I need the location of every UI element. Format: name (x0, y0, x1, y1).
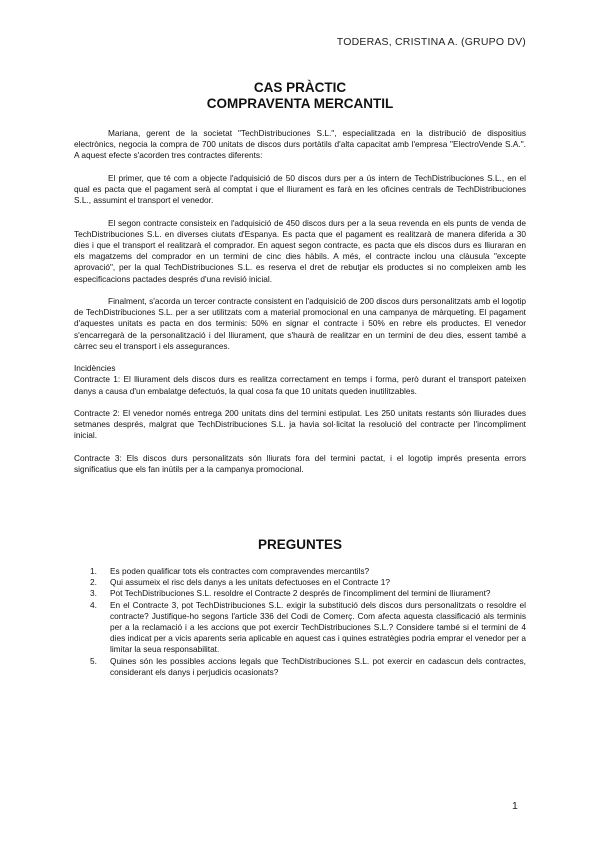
page-header-author: TODERAS, CRISTINA A. (GRUPO DV) (336, 36, 526, 48)
title-line-1: CAS PRÀCTIC (253, 80, 347, 95)
incidencia-contract-1: Contracte 1: El lliurament dels discos durs es realitza correctament en temps i forma, però durant el transport pateixen danys a causa d'un embalatge defectuós, la qual cosa fa que 10 unitats queden inutilitzables. (74, 374, 526, 396)
question-number: 3. (90, 588, 97, 599)
incidencia-contract-3: Contracte 3: Els discos durs personalitzats són lliurats fora del termini pactat, i el logotip imprés presenta errors significatius que els fan inútils per a la campanya promocional. (74, 452, 526, 474)
question-text: Es poden qualificar tots els contractes com compravendes mercantils? (110, 566, 370, 576)
question-number: 1. (90, 566, 97, 576)
document-title (0, 80, 600, 112)
question-item (74, 577, 526, 588)
incidencia-contract-2: Contracte 2: El venedor només entrega 200 unitats dins del termini estipulat. Les 250 unitats restants són lliurades dues setmanes després, malgrat que TechDistribuciones S.L. ja havia sol·licitat la resolució del contracte per l'incompliment inicial. (74, 408, 526, 441)
case-body (74, 128, 526, 486)
paragraph-contract-1: El primer, que té com a objecte l'adquisició de 50 discos durs per a ús intern de TechDistribuciones S.L., en el qual es pacta que el pagament serà al comptat i que el lliurament es farà en les oficines centrals de TechDistribuciones S.L., assumint el transport el venedor. (74, 172, 526, 206)
paragraph-contract-3: Finalment, s'acorda un tercer contracte consistent en l'adquisició de 200 discos durs personalitzats amb el logotip de TechDistribuciones S.L. per a ser utilitzats com a material promocional en una campanya de màrqueting. El pagament d'aquestes unitats es pacta en dos terminis: 50% en signar el contracte i 50% en rebre els productes. El venedor s'encarregarà de la personalització i del lliurament, que s'haurà de realitzar en un termini de deu dies, essent també a càrrec seu el transport i els assegurances. (74, 296, 526, 351)
question-number: 2. (90, 577, 97, 588)
question-text: En el Contracte 3, pot TechDistribuciones S.L. exigir la substitució dels discos durs personalitzats o resoldre el contracte? Justifique-ho segons l'article 336 del Codi de Comerç. Com afecta aquesta classificació als terminis per a la reclamació i a les accions que pot exercir TechDistribuciones S.L.? Considere també si el termini de 4 dies indicat per a vicis aparents seria aplicable en aquest cas i quines estratègies podria emprar el venedor per a limitar la seua responsabilitat. (110, 599, 526, 655)
question-number: 5. (90, 655, 97, 666)
question-item (74, 588, 526, 599)
paragraph-intro: Mariana, gerent de la societat "TechDistribuciones S.L.", especialitzada en la distribució de dispositius electrònics, negocia la compra de 700 unitats de discos durs portàtils d'alta capacitat amb l'empresa "ElectroVende S.A.". A aquest efecte s'acorden tres contractes diferents: (74, 128, 526, 161)
incidencies-heading: Incidències (74, 363, 116, 374)
paragraph-contract-2: El segon contracte consisteix en l'adquisició de 450 discos durs per a la seua revenda en els punts de venda de TechDistribuciones S.L. en diverses ciutats d'Espanya. Es pacta que el pagament es realitzarà de manera diferida a 30 dies i que el transport el realitzarà el comprador. En aquest segon contracte, es pacta que els discos durs es lliuraran en els magatzems del comprador en un termini de cinc dies hàbils. A més, el contracte inclou una clàusula "excepte aprovació", per la qual TechDistribuciones S.L. es reserva el dret de rebutjar els productes si no compleixen amb les especificacions pactades després d'una revisió inicial. (74, 217, 526, 284)
preguntes-title: PREGUNTES (257, 537, 342, 552)
questions-list (74, 566, 526, 678)
question-number: 4. (90, 599, 97, 610)
page-number: 1 (512, 800, 518, 812)
question-text: Pot TechDistribuciones S.L. resoldre el Contracte 2 després de l'incompliment del termini de lliurament? (110, 588, 491, 599)
question-item (74, 656, 526, 678)
title-line-2: COMPRAVENTA MERCANTIL (206, 96, 394, 111)
question-item (74, 566, 526, 577)
question-item (74, 600, 526, 656)
question-text: Quines són les possibles accions legals que TechDistribuciones S.L. pot exercir en cadascun dels contractes, considerant els danys i perjudicis ocasionats? (110, 655, 526, 677)
question-text: Qui assumeix el risc dels danys a les unitats defectuoses en el Contracte 1? (110, 577, 390, 588)
